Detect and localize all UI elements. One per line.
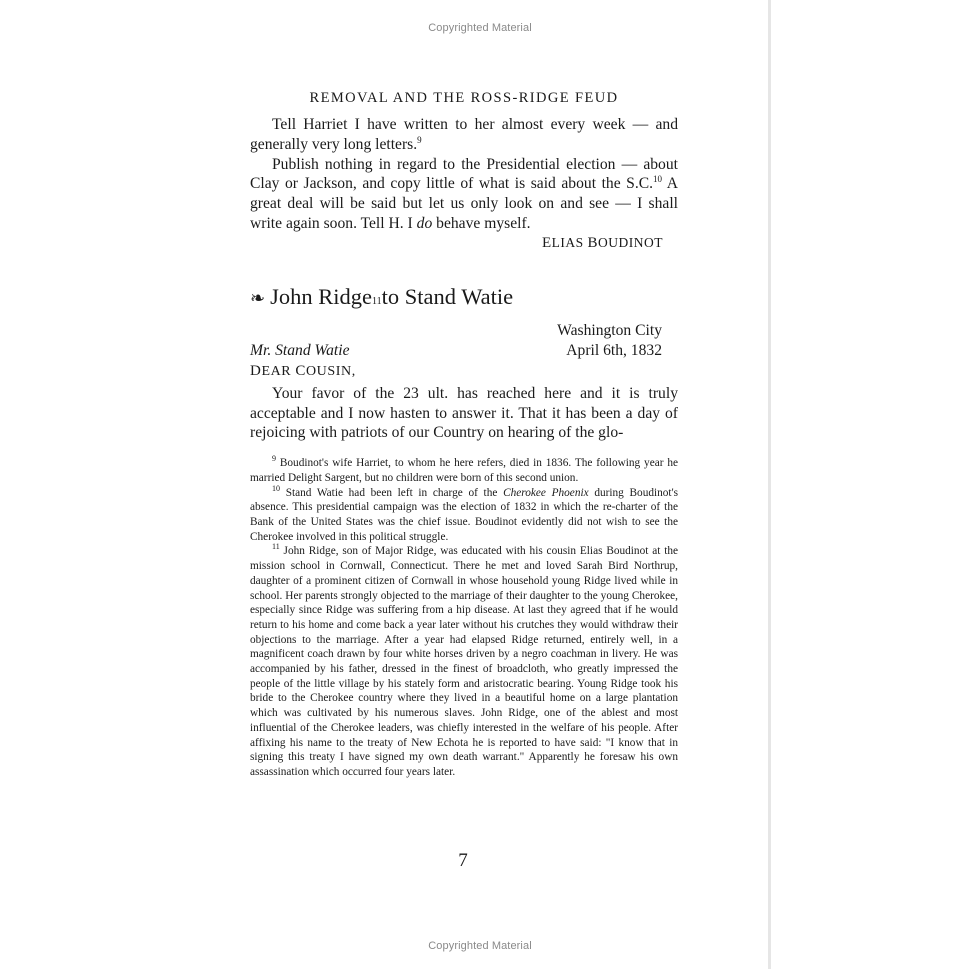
salutation-initial: D (250, 362, 262, 379)
letter-paragraph: Your favor of the 23 ult. has reached here and it is truly acceptable and I now hasten to answer it. That it has been a day of rejoicing with patriots of our Country on hearing of the glo- (250, 384, 678, 442)
book-page (250, 90, 678, 780)
heading-text: to Stand Watie (381, 283, 514, 309)
footnote-text: Stand Watie had been left in charge of the (285, 486, 504, 499)
letter-ridge (250, 384, 678, 443)
salutation-part: EAR (261, 363, 296, 379)
section-heading: ❧ John Ridge 11 to Stand Watie (250, 282, 678, 313)
letter-paragraph (250, 115, 678, 155)
letter-date: April 6th, 1832 (566, 341, 662, 359)
salutation-part: OUSIN, (305, 363, 356, 379)
footnote-text: Boudinot's wife Harriet, to whom he here refers, died in 1836. The following year he married Delight Sargent, but no children were born of this second union. (250, 457, 679, 484)
footnotes (250, 456, 678, 779)
page-number: 7 (458, 850, 468, 871)
letter-addressee: Mr. Stand Watie (250, 341, 350, 359)
signature-initial: B (587, 234, 598, 251)
signature-initial: E (541, 234, 552, 251)
footnote-number: 10 (272, 483, 280, 493)
footnote-ref: 10 (653, 174, 663, 185)
footnote-text: during Boudinot's absence. This presidential campaign was the election of 1832 in which the re-charter of the Bank of the United States was the chief issue. Boudinot evidently did not wish to see the Cherokee involved in this political struggle. (250, 486, 678, 543)
letter-place: Washington City (557, 321, 662, 339)
heading-text: John Ridge (270, 283, 372, 309)
emphasis: do (416, 214, 433, 232)
footnote-ref: 9 (417, 134, 422, 145)
footnote-9 (250, 456, 678, 485)
fleuron-icon: ❧ (250, 287, 266, 308)
paragraph-text: behave myself. (432, 214, 531, 232)
dateline (250, 321, 678, 361)
watermark-bottom: Copyrighted Material (428, 940, 532, 952)
footnote-number: 9 (272, 454, 276, 464)
letter-paragraph (250, 155, 678, 234)
running-head: REMOVAL AND THE ROSS-RIDGE FEUD (309, 90, 619, 106)
emphasis: Cherokee Phoenix (503, 486, 589, 499)
footnote-number: 11 (272, 542, 280, 552)
paragraph-text: Tell Harriet I have written to her almost every week — and generally very long letters. (250, 116, 678, 153)
paragraph-text: Publish nothing in regard to the Presidential election — about Clay or Jackson, and copy little of what is said about the S.C. (250, 155, 678, 193)
salutation-initial: C (295, 362, 306, 379)
signature-part: LIAS (551, 234, 588, 250)
signature-part: OUDINOT (598, 234, 663, 250)
footnote-11 (250, 544, 678, 779)
footnote-text: John Ridge, son of Major Ridge, was educated with his cousin Elias Boudinot at the mission school in Cornwall, Connecticut. There he met and loved Sarah Bird Northrup, daughter of a prominent citizen of Cornwall in whose household young Ridge lived while in school. Her parents strongly objected to the marriage of their daughter to the young Cherokee, especially since Ridge was suffering from a hip disease. At last they agreed that if he would return to his home and come back a year later without his crutches they would withdraw their objections to the marriage. After a year had elapsed Ridge returned, entirely well, in a magnificent coach drawn by four white horses driven by a negro coachman in livery. He was accompanied by his father, dressed in the finest of broadcloth, who greatly impressed the people of the little village by his stately form and aristocratic bearing. Young Ridge took his bride to the Cherokee country where they lived in a beautiful home on a large plantation which was cultivated by his numerous slaves. John Ridge, one of the ablest and most influential of the Cherokee leaders, was chiefly interested in the welfare of his people. After affixing his name to the treaty of New Echota he is reported to have said: "I know that in signing this treaty I have signed my own death warrant." Apparently he foresaw his own assassination which occurred four years later. (250, 545, 678, 778)
signature (250, 234, 663, 252)
letter-boudinot (250, 115, 678, 234)
page-edge (768, 0, 771, 969)
salutation (250, 361, 678, 382)
footnote-10 (250, 483, 678, 545)
paragraph-text: A great deal will be said but let us only look on and see — I shall write again soon. Tell H. I (250, 175, 678, 232)
watermark-top: Copyrighted Material (428, 22, 532, 34)
